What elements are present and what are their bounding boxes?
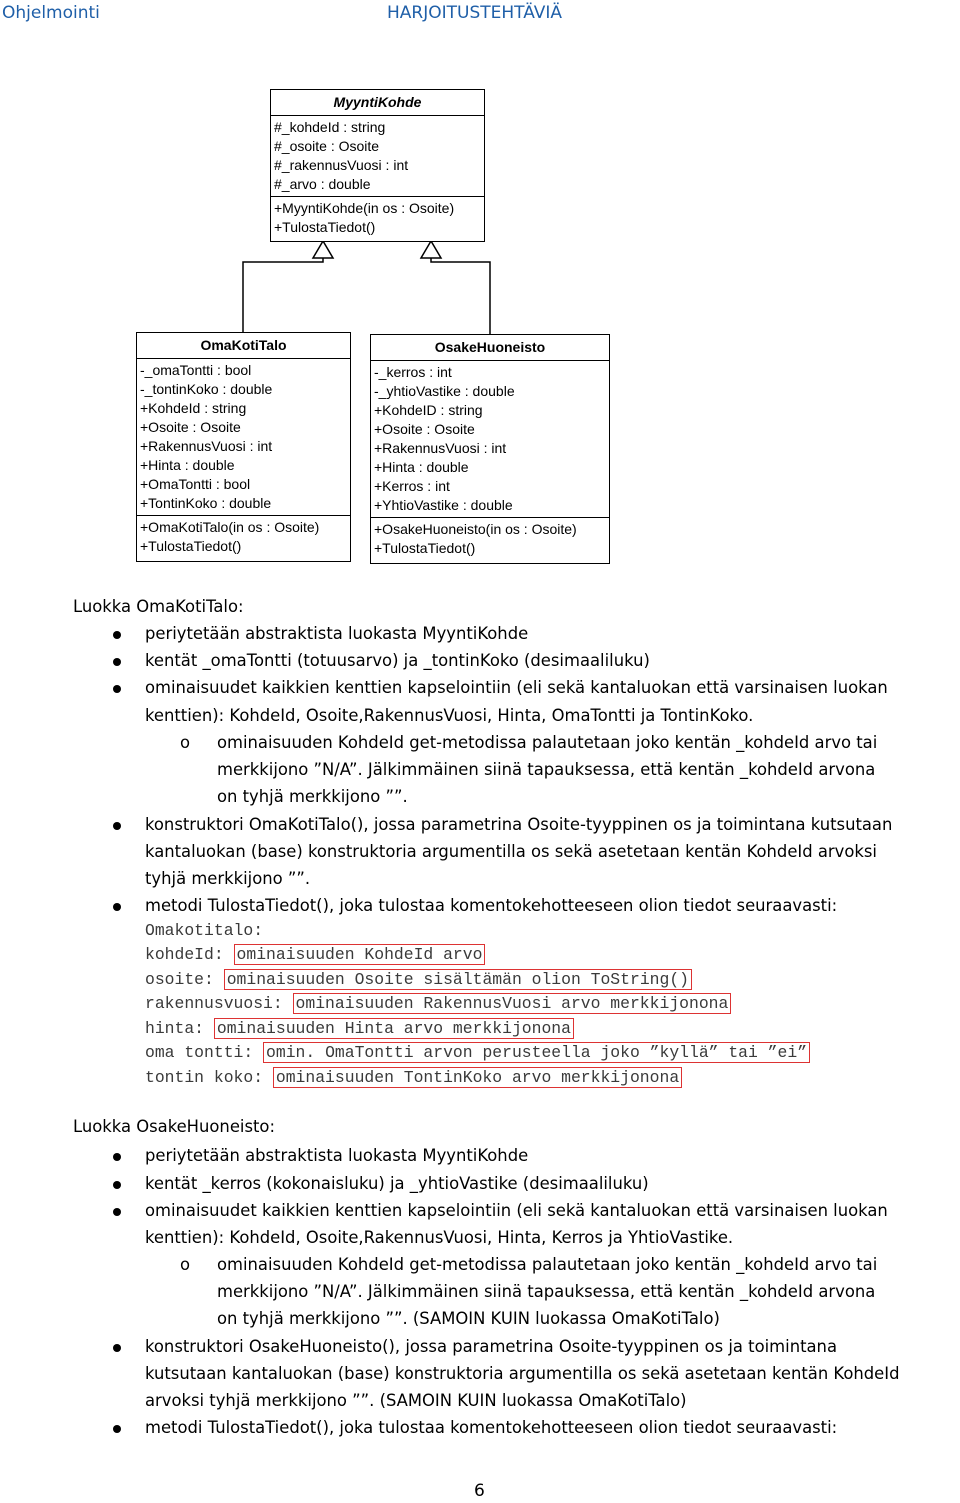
connector-omakotitalo bbox=[243, 258, 323, 332]
uml-class-myyntikohde bbox=[270, 89, 485, 242]
s2-sub-1a: ominaisuuden KohdeId get-metodissa palautetaan joko kentän _kohdeId arvo tai bbox=[217, 1255, 878, 1274]
output-row-hinta: hinta: ominaisuuden Hinta arvo merkkijonona bbox=[145, 1019, 574, 1038]
s1-bullet-3a: ominaisuudet kaikkien kenttien kapselointiin (eli sekä kantaluokan että varsinaisen luokan bbox=[145, 678, 888, 697]
field: +KohdeID : string bbox=[374, 402, 483, 418]
s1-sub-1c: on tyhjä merkkijono ””. bbox=[217, 787, 408, 806]
field: +RakennusVuosi : int bbox=[140, 438, 273, 454]
output-row-omatontti: oma tontti: omin. OmaTontti arvon perusteella joko ”kyllä” tai ”ei” bbox=[145, 1043, 810, 1062]
output-row-kohdeid: kohdeId: ominaisuuden KohdeId arvo bbox=[145, 945, 485, 964]
s1-sub-1a: ominaisuuden KohdeId get-metodissa palautetaan joko kentän _kohdeId arvo tai bbox=[217, 733, 878, 752]
bullet-icon bbox=[113, 1181, 121, 1189]
method: +OmaKotiTalo(in os : Osoite) bbox=[140, 519, 320, 535]
class-title: OsakeHuoneisto bbox=[371, 335, 609, 361]
field: +Kerros : int bbox=[374, 478, 450, 494]
methods-section bbox=[271, 196, 484, 239]
s2-bullet-4b: kutsutaan kantaluokan (base) konstruktoria argumentilla os sekä asetetaan kentän KohdeId bbox=[145, 1364, 900, 1383]
uml-class-omakotitalo bbox=[136, 332, 351, 562]
output-title: Omakotitalo: bbox=[145, 921, 264, 940]
class-title: MyyntiKohde bbox=[271, 90, 484, 116]
field: +TontinKoko : double bbox=[140, 495, 272, 511]
bullet-icon bbox=[113, 822, 121, 830]
fields-section bbox=[137, 359, 350, 515]
fields-section bbox=[371, 361, 609, 517]
field: -_yhtioVastike : double bbox=[374, 383, 515, 399]
bullet-icon bbox=[113, 658, 121, 666]
s2-bullet-5: metodi TulostaTiedot(), joka tulostaa komentokehotteeseen olion tiedot seuraavasti: bbox=[145, 1418, 838, 1437]
s2-bullet-4c: arvoksi tyhjä merkkijono ””. (SAMOIN KUIN luokassa OmaKotiTalo) bbox=[145, 1391, 687, 1410]
s2-bullet-2: kentät _kerros (kokonaisluku) ja _yhtioVastike (desimaaliluku) bbox=[145, 1174, 649, 1193]
field: +Hinta : double bbox=[140, 457, 235, 473]
header-center: HARJOITUSTEHTÄVIÄ bbox=[387, 3, 563, 23]
s2-bullet-4a: konstruktori OsakeHuoneisto(), jossa parametrina Osoite-tyyppinen os ja toimintana bbox=[145, 1337, 837, 1356]
field: +Osoite : Osoite bbox=[140, 419, 241, 435]
generalization-arrow-left bbox=[313, 241, 333, 258]
field: +OmaTontti : bool bbox=[140, 476, 251, 492]
field: +RakennusVuosi : int bbox=[374, 440, 507, 456]
fields-section bbox=[271, 116, 484, 196]
field: -_tontinKoko : double bbox=[140, 381, 273, 397]
method: +TulostaTiedot() bbox=[374, 540, 476, 556]
field: #_arvo : double bbox=[274, 176, 371, 192]
header-left: Ohjelmointi bbox=[2, 3, 100, 23]
field: -_omaTontti : bool bbox=[140, 362, 252, 378]
s1-bullet-1: periytetään abstraktista luokasta MyyntiKohde bbox=[145, 624, 529, 643]
bullet-icon bbox=[113, 1425, 121, 1433]
s1-bullet-4c: tyhjä merkkijono ””. bbox=[145, 869, 311, 888]
bullet-icon bbox=[113, 1344, 121, 1352]
s2-bullet-3a: ominaisuudet kaikkien kenttien kapselointiin (eli sekä kantaluokan että varsinaisen luokan bbox=[145, 1201, 888, 1220]
section-heading-omakotitalo: Luokka OmaKotiTalo: bbox=[73, 597, 244, 616]
connector-osakehuoneisto bbox=[431, 258, 490, 334]
sub-bullet-marker: o bbox=[180, 1255, 191, 1274]
s1-bullet-3b: kenttien): KohdeId, Osoite,RakennusVuosi, Hinta, OmaTontti ja TontinKoko. bbox=[145, 706, 754, 725]
s1-bullet-5: metodi TulostaTiedot(), joka tulostaa komentokehotteeseen olion tiedot seuraavasti: bbox=[145, 896, 838, 915]
field: +Hinta : double bbox=[374, 459, 469, 475]
class-title: OmaKotiTalo bbox=[137, 333, 350, 359]
output-row-osoite: osoite: ominaisuuden Osoite sisältämän olion ToString() bbox=[145, 970, 692, 989]
field: #_kohdeId : string bbox=[274, 119, 386, 135]
s1-bullet-4b: kantaluokan (base) konstruktoria argumentilla os sekä asetetaan kentän KohdeId arvoksi bbox=[145, 842, 877, 861]
output-row-tontinkoko: tontin koko: ominaisuuden TontinKoko arvo merkkijonona bbox=[145, 1068, 682, 1087]
bullet-icon bbox=[113, 1208, 121, 1216]
bullet-icon bbox=[113, 903, 121, 911]
page-number: 6 bbox=[474, 1481, 485, 1501]
bullet-icon bbox=[113, 685, 121, 693]
sub-bullet-marker: o bbox=[180, 733, 191, 752]
method: +OsakeHuoneisto(in os : Osoite) bbox=[374, 521, 577, 537]
field: #_rakennusVuosi : int bbox=[274, 157, 409, 173]
uml-class-osakehuoneisto bbox=[370, 334, 610, 564]
methods-section bbox=[137, 515, 350, 558]
s2-sub-1b: merkkijono ”N/A”. Jälkimmäinen siinä tapauksessa, että kentän _kohdeId arvona bbox=[217, 1282, 876, 1301]
s1-bullet-2: kentät _omaTontti (totuusarvo) ja _tontinKoko (desimaaliluku) bbox=[145, 651, 650, 670]
bullet-icon bbox=[113, 631, 121, 639]
method: +TulostaTiedot() bbox=[274, 219, 376, 235]
method: +MyyntiKohde(in os : Osoite) bbox=[274, 200, 455, 216]
output-row-rakennusvuosi: rakennusvuosi: ominaisuuden RakennusVuosi arvo merkkijonona bbox=[145, 994, 731, 1013]
s2-sub-1c: on tyhjä merkkijono ””. (SAMOIN KUIN luokassa OmaKotiTalo) bbox=[217, 1309, 720, 1328]
s2-bullet-3b: kenttien): KohdeId, Osoite,RakennusVuosi, Hinta, Kerros ja YhtioVastike. bbox=[145, 1228, 734, 1247]
methods-section bbox=[371, 517, 609, 560]
s1-sub-1b: merkkijono ”N/A”. Jälkimmäinen siinä tapauksessa, että kentän _kohdeId arvona bbox=[217, 760, 876, 779]
method: +TulostaTiedot() bbox=[140, 538, 242, 554]
field: +KohdeId : string bbox=[140, 400, 247, 416]
section-heading-osakehuoneisto: Luokka OsakeHuoneisto: bbox=[73, 1117, 275, 1136]
generalization-arrow-right bbox=[421, 241, 441, 258]
field: +Osoite : Osoite bbox=[374, 421, 475, 437]
s2-bullet-1: periytetään abstraktista luokasta MyyntiKohde bbox=[145, 1146, 529, 1165]
field: -_kerros : int bbox=[374, 364, 452, 380]
field: +YhtioVastike : double bbox=[374, 497, 513, 513]
field: #_osoite : Osoite bbox=[274, 138, 380, 154]
s1-bullet-4a: konstruktori OmaKotiTalo(), jossa parametrina Osoite-tyyppinen os ja toimintana kutsutaan bbox=[145, 815, 893, 834]
bullet-icon bbox=[113, 1153, 121, 1161]
